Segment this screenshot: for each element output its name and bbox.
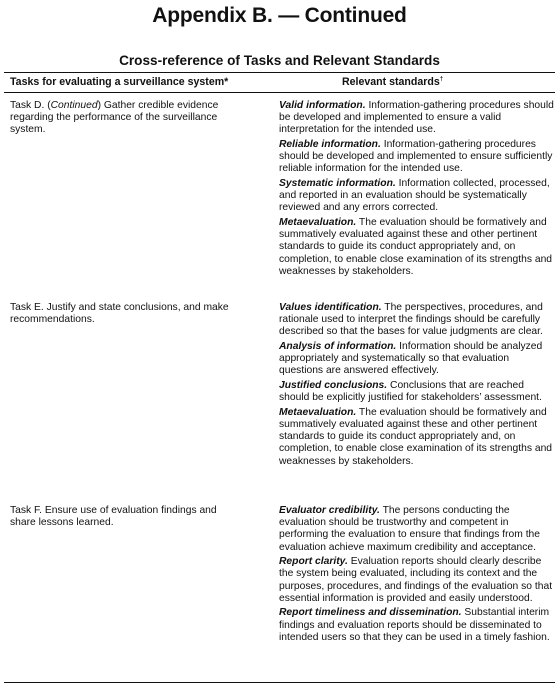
page-title: Appendix B. — Continued bbox=[152, 4, 407, 27]
header-rule bbox=[4, 92, 555, 93]
standard-entry: Metaevaluation. The evaluation should be formatively and summatively evaluated against these and other pertinent standards to guide its conduct appropriately and, on completion, to enable close examination of its strengths and weaknesses by stakeholders. bbox=[279, 217, 553, 277]
standard-entry: Analysis of information. Information should be analyzed appropriately and systematically so that evaluation questions are answered effectively. bbox=[279, 341, 543, 377]
standard-name: Justified conclusions. bbox=[279, 380, 388, 391]
table-bottom-rule bbox=[4, 682, 555, 683]
table-top-rule bbox=[4, 72, 555, 73]
task-f-standards bbox=[279, 505, 555, 646]
standard-entry: Metaevaluation. The evaluation should be formatively and summatively evaluated against these and other pertinent standards to guide its conduct appropriately and, on completion, to enable close examination of its strengths and weaknesses by stakeholders. bbox=[279, 406, 553, 467]
standard-entry: Valid information. Information-gathering procedures should be developed and implemented to ensure a valid interpretation for the intended use. bbox=[279, 100, 554, 136]
standard-name: Metaevaluation. bbox=[279, 406, 357, 418]
tasks-column-header: Tasks for evaluating a surveillance system* bbox=[10, 76, 229, 88]
standard-name: Evaluator credibility. bbox=[279, 505, 380, 516]
task-e-standards bbox=[279, 302, 555, 470]
standard-entry: Report timeliness and dissemination. Substantial interim findings and evaluation reports should be disseminated to intended users so that they can be used in a timely fashion. bbox=[279, 607, 550, 643]
standard-entry: Systematic information. Information collected, processed, and reported in an evaluation should be systematically reviewed and any errors corrected. bbox=[279, 178, 550, 214]
standard-name: Report clarity. bbox=[279, 556, 348, 568]
standard-name: Reliable information. bbox=[279, 139, 381, 150]
standard-name: Analysis of information. bbox=[279, 341, 397, 352]
standard-entry: Report clarity. Evaluation reports should clearly describe the system being evaluated, including its context and the purposes, procedures, and findings of the evaluation so that essential information is provided and easily understood. bbox=[279, 556, 553, 604]
standard-name: Systematic information. bbox=[279, 178, 396, 189]
task-d-standards bbox=[279, 100, 555, 280]
table-title: Cross-reference of Tasks and Relevant Standards bbox=[119, 53, 440, 68]
standard-entry: Evaluator credibility. The persons conducting the evaluation should be trustworthy and competent in performing the evaluation to ensure that findings from the evaluation achieve maximum credibility and acceptance. bbox=[279, 505, 541, 553]
standard-name: Valid information. bbox=[279, 100, 366, 111]
task-f-cell: Task F. Ensure use of evaluation findings and share lessons learned. bbox=[10, 505, 217, 529]
dagger-footnote-mark: † bbox=[439, 76, 444, 83]
standards-column-header: Relevant standards† bbox=[342, 76, 444, 88]
standard-name: Report timeliness and dissemination. bbox=[279, 607, 462, 619]
task-d-cell: Task D. (Continued) Gather credible evidence regarding the performance of the surveillance system. bbox=[10, 100, 219, 136]
standard-name: Metaevaluation. bbox=[279, 217, 357, 228]
standard-entry: Values identification. The perspectives, procedures, and rationale used to interpret the findings should be carefully described so that the bases for value judgments are clear. bbox=[279, 302, 543, 338]
standard-entry: Justified conclusions. Conclusions that are reached should be explicitly justified for stakeholders’ assessment. bbox=[279, 380, 542, 404]
standard-name: Values identification. bbox=[279, 302, 382, 313]
task-e-cell: Task E. Justify and state conclusions, and make recommendations. bbox=[10, 302, 229, 326]
standard-entry: Reliable information. Information-gathering procedures should be developed and implemented to ensure sufficiently reliable information for the intended use. bbox=[279, 139, 553, 175]
